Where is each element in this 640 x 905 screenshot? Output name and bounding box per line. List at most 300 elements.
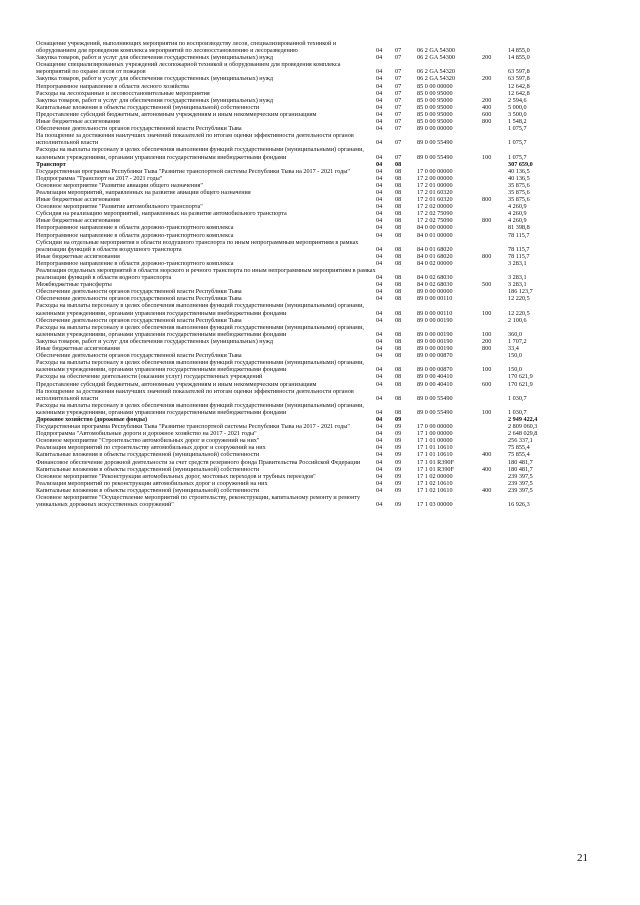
row-expense-type	[482, 352, 508, 359]
row-section: 04	[376, 394, 383, 402]
row-name: Транспорт	[36, 160, 66, 168]
row-subsection: 09	[395, 486, 402, 494]
row-subsection: 08	[395, 288, 402, 296]
row-expense-type: 800	[482, 196, 492, 204]
table-row	[36, 182, 566, 189]
table-row	[36, 267, 566, 281]
row-amount: 78 115,7	[508, 252, 530, 260]
row-name: Реализация мероприятий по строительству автомобильных дорог и сооружений на них	[36, 444, 266, 452]
budget-table	[36, 40, 566, 508]
row-name: Подпрограмма "Транспорт на 2017 - 2021 годы"	[36, 174, 163, 182]
row-section: 04	[376, 415, 383, 423]
row-target-code: 85 0 00 95000	[417, 96, 453, 104]
row-amount: 239 397,5	[508, 472, 533, 480]
row-section: 04	[376, 430, 383, 438]
row-section: 04	[376, 68, 383, 76]
row-section: 04	[376, 75, 383, 83]
row-amount: 75 855,4	[508, 451, 530, 459]
table-row	[36, 416, 566, 423]
table-row	[36, 111, 566, 118]
row-expense-type	[482, 388, 508, 402]
table-row	[36, 203, 566, 210]
row-expense-type: 100	[482, 408, 492, 416]
row-section: 04	[376, 96, 383, 104]
row-section: 04	[376, 89, 383, 97]
row-section: 04	[376, 110, 383, 118]
row-target-code: 17 2 01 00000	[417, 181, 453, 189]
row-section: 04	[376, 316, 383, 324]
table-row	[36, 381, 566, 388]
row-subsection: 09	[395, 451, 402, 459]
row-subsection: 09	[395, 465, 402, 473]
row-subsection: 09	[395, 458, 402, 466]
row-name: Основное мероприятие "Развитие автомобильного транспорта"	[36, 203, 203, 211]
row-name: Реализация мероприятий, направленных на развитие авиации общего назначения	[36, 188, 251, 196]
row-expense-type: 500	[482, 281, 492, 289]
row-amount: 75 855,4	[508, 444, 530, 452]
row-expense-type	[482, 423, 508, 430]
row-subsection: 08	[395, 188, 402, 196]
row-expense-type	[482, 83, 508, 90]
row-target-code: 85 0 00 95000	[417, 110, 453, 118]
row-subsection: 07	[395, 125, 402, 133]
row-expense-type: 400	[482, 451, 492, 459]
row-target-code: 17 1 02 10610	[417, 486, 453, 494]
row-target-code: 17 0 00 00000	[417, 423, 453, 431]
row-expense-type: 600	[482, 110, 492, 118]
row-section: 04	[376, 217, 383, 225]
budget-table-body	[36, 40, 566, 508]
row-amount: 2 100,6	[508, 316, 527, 324]
row-name: На поощрение за достижения наилучших значений показателей по итогам оценки эффективности деятельности органов исполнительной власти	[36, 132, 354, 147]
row-target-code: 17 2 02 75090	[417, 210, 453, 218]
row-subsection: 08	[395, 181, 402, 189]
row-section: 04	[376, 231, 383, 239]
row-name: Иные бюджетные ассигнования	[36, 345, 120, 353]
row-expense-type: 200	[482, 337, 492, 345]
row-subsection: 08	[395, 394, 402, 402]
row-amount: 12 642,8	[508, 89, 530, 97]
row-target-code: 89 0 00 00190	[417, 330, 453, 338]
row-expense-type: 400	[482, 486, 492, 494]
table-row	[36, 90, 566, 97]
table-row	[36, 345, 566, 352]
row-target-code: 89 0 00 55490	[417, 408, 453, 416]
row-name: Основное мероприятие "Строительство автомобильных дорог и сооружений на них"	[36, 437, 260, 445]
row-amount: 14 855,0	[508, 54, 530, 62]
row-subsection: 08	[395, 167, 402, 175]
row-target-code: 89 0 00 00870	[417, 366, 453, 374]
row-target-code: 17 1 02 00000	[417, 472, 453, 480]
row-amount: 186 123,7	[508, 288, 533, 296]
row-expense-type: 600	[482, 380, 492, 388]
row-subsection: 08	[395, 252, 402, 260]
row-amount: 12 220,5	[508, 309, 530, 317]
row-expense-type: 100	[482, 330, 492, 338]
row-amount: 12 220,5	[508, 295, 530, 303]
row-expense-type	[482, 90, 508, 97]
row-target-code: 85 0 00 95000	[417, 103, 453, 111]
row-expense-type: 800	[482, 252, 492, 260]
row-subsection: 08	[395, 345, 402, 353]
row-expense-type	[482, 182, 508, 189]
row-amount: 40 136,5	[508, 167, 530, 175]
table-row	[36, 480, 566, 487]
row-target-code: 89 0 00 00190	[417, 345, 453, 353]
row-subsection: 08	[395, 309, 402, 317]
row-amount: 4 260,9	[508, 210, 527, 218]
row-name: Расходы на выплаты персоналу в целях обеспечения выполнения функций государственными (муниципальными) органами, казенными учреждениями, органами управления государственными внебюджетными фондами	[36, 401, 364, 416]
row-name: Обеспечение деятельности органов государственной власти Республики Тыва	[36, 288, 242, 296]
row-subsection: 08	[395, 196, 402, 204]
row-name: Иные бюджетные ассигнования	[36, 118, 120, 126]
row-amount: 1 075,7	[508, 125, 527, 133]
row-name: Расходы на выплаты персоналу в целях обеспечения выполнения функций государственными (муниципальными) органами, казенными учреждениями, органами управления государственными внебюджетными фондами	[36, 359, 364, 374]
row-name: Иные бюджетные ассигнования	[36, 217, 120, 225]
row-section: 04	[376, 345, 383, 353]
row-name: Предоставление субсидий бюджетным, автономным учреждениям и иным некоммерческим организациям	[36, 110, 317, 118]
table-row	[36, 104, 566, 111]
row-expense-type	[482, 61, 508, 75]
row-target-code: 85 0 00 95000	[417, 118, 453, 126]
row-subsection: 08	[395, 231, 402, 239]
row-target-code: 17 2 01 60320	[417, 196, 453, 204]
row-section: 04	[376, 373, 383, 381]
row-amount: 307 659,0	[508, 160, 533, 168]
row-amount: 170 621,9	[508, 373, 533, 381]
row-subsection: 08	[395, 259, 402, 267]
row-target-code: 89 0 00 00000	[417, 288, 453, 296]
row-expense-type: 400	[482, 465, 492, 473]
row-subsection: 08	[395, 174, 402, 182]
row-amount: 1 548,2	[508, 118, 527, 126]
row-target-code: 84 0 01 00000	[417, 231, 453, 239]
row-target-code: 89 0 00 00000	[417, 125, 453, 133]
row-amount: 16 926,3	[508, 501, 530, 509]
row-section: 04	[376, 196, 383, 204]
row-section: 04	[376, 210, 383, 218]
row-target-code: 17 1 01 R390F	[417, 458, 454, 466]
row-section: 04	[376, 408, 383, 416]
row-subsection: 08	[395, 217, 402, 225]
row-name: Предоставление субсидий бюджетным, автономным учреждениям и иным некоммерческим организациям	[36, 380, 317, 388]
row-expense-type	[482, 232, 508, 239]
row-subsection: 08	[395, 281, 402, 289]
row-name: Закупка товаров, работ и услуг для обеспечения государственных (муниципальных) нужд	[36, 96, 274, 104]
table-row	[36, 61, 566, 75]
row-expense-type: 400	[482, 103, 492, 111]
row-amount: 40 136,5	[508, 174, 530, 182]
row-section: 04	[376, 245, 383, 253]
row-expense-type: 800	[482, 345, 492, 353]
row-amount: 35 875,6	[508, 181, 530, 189]
row-section: 04	[376, 501, 383, 509]
row-name: Реализация отдельных мероприятий в области морского и речного транспорта по иным непрограммным мероприятиям в рамках реализации функций в области водного транспорта	[36, 267, 376, 282]
row-amount: 3 283,1	[508, 274, 527, 282]
table-row	[36, 196, 566, 203]
table-row	[36, 40, 566, 54]
row-target-code: 89 0 00 00190	[417, 337, 453, 345]
row-target-code: 89 0 00 00110	[417, 309, 453, 317]
row-target-code: 17 1 03 00000	[417, 501, 453, 509]
row-subsection: 07	[395, 47, 402, 55]
table-row	[36, 352, 566, 359]
row-amount: 1 707,2	[508, 337, 527, 345]
row-target-code: 06 2 GA 54300	[417, 54, 455, 62]
table-row	[36, 338, 566, 345]
row-expense-type: 200	[482, 75, 492, 83]
table-row	[36, 118, 566, 125]
table-row	[36, 125, 566, 132]
row-name: Обеспечение деятельности органов государственной власти Республики Тыва	[36, 295, 242, 303]
row-target-code: 89 0 00 00190	[417, 316, 453, 324]
row-expense-type	[482, 430, 508, 437]
table-row	[36, 430, 566, 437]
row-section: 04	[376, 160, 383, 168]
row-expense-type	[482, 267, 508, 281]
row-section: 04	[376, 444, 383, 452]
row-subsection: 07	[395, 89, 402, 97]
row-name: Основное мероприятие "Развитие авиации общего назначения"	[36, 181, 203, 189]
row-name: Непрограммное направление в области дорожно-транспортного комплекса	[36, 259, 234, 267]
row-expense-type	[482, 132, 508, 146]
row-expense-type	[482, 437, 508, 444]
row-section: 04	[376, 309, 383, 317]
row-section: 04	[376, 167, 383, 175]
row-expense-type	[482, 288, 508, 295]
row-name: Расходы на выплаты персоналу в целях обеспечения выполнения функций государственными (муниципальными) органами, казенными учреждениями, органами управления государственными внебюджетными фондами	[36, 302, 364, 317]
row-target-code: 84 0 02 00000	[417, 259, 453, 267]
row-expense-type	[482, 480, 508, 487]
table-row	[36, 437, 566, 444]
row-name: Субсидия на реализацию мероприятий, направленных на развитие автомобильного транспорта	[36, 210, 287, 218]
row-expense-type: 100	[482, 366, 492, 374]
row-name: Подпрограмма "Автомобильные дороги и дорожное хозяйство на 2017 - 2021 годы"	[36, 430, 257, 438]
row-target-code: 17 1 01 10610	[417, 451, 453, 459]
row-target-code	[417, 161, 482, 168]
row-subsection: 07	[395, 75, 402, 83]
row-name: Расходы на выплаты персоналу в целях обеспечения выполнения функций государственными (муниципальными) органами, казенными учреждениями, органами управления государственными внебюджетными фондами	[36, 146, 364, 161]
row-amount: 33,4	[508, 345, 519, 353]
row-name: На поощрение за достижения наилучших значений показателей по итогам оценки эффективности деятельности органов исполнительной власти	[36, 387, 354, 402]
row-subsection: 09	[395, 472, 402, 480]
row-subsection: 08	[395, 366, 402, 374]
row-name: Капитальные вложения в объекты государственной (муниципальной) собственности	[36, 451, 260, 459]
row-target-code: 17 2 02 00000	[417, 203, 453, 211]
row-amount: 63 597,8	[508, 75, 530, 83]
row-section: 04	[376, 366, 383, 374]
row-target-code: 17 2 00 00000	[417, 174, 453, 182]
row-section: 04	[376, 486, 383, 494]
row-name: Обеспечение деятельности органов государственной власти Республики Тыва	[36, 316, 242, 324]
row-target-code: 17 2 02 75090	[417, 217, 453, 225]
row-section: 04	[376, 252, 383, 260]
row-amount: 1 030,7	[508, 394, 527, 402]
row-subsection: 08	[395, 380, 402, 388]
row-section: 04	[376, 295, 383, 303]
row-name: Основное мероприятие "Осуществление мероприятий по строительству, реконструкции, капитальному ремонту и ремонту уникальных дорожных искусственных сооружений"	[36, 494, 361, 509]
row-subsection: 08	[395, 210, 402, 218]
row-amount: 256 337,1	[508, 437, 533, 445]
row-expense-type	[482, 459, 508, 466]
row-section: 04	[376, 451, 383, 459]
row-name: Капитальные вложения в объекты государственной (муниципальной) собственности	[36, 486, 260, 494]
row-amount: 360,0	[508, 330, 522, 338]
row-section: 04	[376, 330, 383, 338]
row-target-code: 06 2 GA 54320	[417, 75, 455, 83]
row-subsection: 07	[395, 153, 402, 161]
table-row	[36, 466, 566, 473]
row-name: Закупка товаров, работ и услуг для обеспечения государственных (муниципальных) нужд	[36, 337, 274, 345]
row-subsection: 08	[395, 330, 402, 338]
table-row	[36, 260, 566, 267]
page-number: 21	[577, 852, 588, 864]
row-target-code: 89 0 00 00870	[417, 352, 453, 360]
row-name: Обеспечение деятельности органов государственной власти Республики Тыва	[36, 125, 242, 133]
row-subsection: 09	[395, 479, 402, 487]
row-section: 04	[376, 153, 383, 161]
row-target-code: 84 0 00 00000	[417, 224, 453, 232]
table-row	[36, 444, 566, 451]
table-row	[36, 146, 566, 160]
row-target-code	[417, 416, 482, 423]
table-row	[36, 487, 566, 494]
row-amount: 2 648 029,8	[508, 430, 538, 438]
row-subsection: 09	[395, 501, 402, 509]
row-amount: 63 597,8	[508, 68, 530, 76]
row-section: 04	[376, 174, 383, 182]
table-row	[36, 373, 566, 380]
table-row	[36, 168, 566, 175]
row-subsection: 09	[395, 423, 402, 431]
row-amount: 5 000,0	[508, 103, 527, 111]
row-name: Непрограммное направление в области лесного хозяйства	[36, 82, 189, 90]
row-subsection: 09	[395, 415, 402, 423]
table-row	[36, 288, 566, 295]
row-target-code: 85 0 00 00000	[417, 82, 453, 90]
row-target-code: 89 0 00 00110	[417, 295, 453, 303]
row-section: 04	[376, 125, 383, 133]
row-amount: 78 115,7	[508, 245, 530, 253]
row-expense-type	[482, 444, 508, 451]
table-row	[36, 83, 566, 90]
table-row	[36, 324, 566, 338]
row-amount: 35 875,6	[508, 188, 530, 196]
row-subsection: 09	[395, 430, 402, 438]
row-amount: 180 481,7	[508, 458, 533, 466]
row-expense-type	[482, 224, 508, 231]
row-name: Реализация мероприятий по реконструкции автомобильных дорог и сооружений на них	[36, 479, 268, 487]
row-target-code: 89 0 00 40410	[417, 380, 453, 388]
row-target-code: 17 2 01 60320	[417, 188, 453, 196]
row-name: Капитальные вложения в объекты государственной (муниципальной) собственности	[36, 465, 260, 473]
row-name: Обеспечение деятельности органов государственной власти Республики Тыва	[36, 352, 242, 360]
row-target-code: 84 0 01 68020	[417, 252, 453, 260]
row-name: Дорожное хозяйство (дорожные фонды)	[36, 415, 148, 423]
row-name: Закупка товаров, работ и услуг для обеспечения государственных (муниципальных) нужд	[36, 75, 274, 83]
row-subsection: 07	[395, 96, 402, 104]
table-row	[36, 239, 566, 253]
row-target-code: 84 0 01 68020	[417, 245, 453, 253]
row-amount: 35 875,6	[508, 196, 530, 204]
table-row	[36, 423, 566, 430]
row-expense-type	[482, 40, 508, 54]
table-row	[36, 295, 566, 302]
row-target-code: 84 0 02 68030	[417, 281, 453, 289]
row-subsection: 08	[395, 245, 402, 253]
row-section: 04	[376, 203, 383, 211]
row-subsection: 09	[395, 437, 402, 445]
row-amount: 3 283,1	[508, 259, 527, 267]
row-expense-type	[482, 168, 508, 175]
table-row	[36, 253, 566, 260]
row-name: Расходы на выплаты персоналу в целях обеспечения выполнения функций государственными (муниципальными) органами, казенными учреждениями, органами управления государственными внебюджетными фондами	[36, 323, 364, 338]
row-amount: 170 621,9	[508, 380, 533, 388]
row-target-code: 06 2 GA 54300	[417, 47, 455, 55]
row-section: 04	[376, 188, 383, 196]
row-expense-type	[482, 125, 508, 132]
row-target-code: 17 1 01 10610	[417, 444, 453, 452]
table-row	[36, 402, 566, 416]
row-amount: 3 500,0	[508, 110, 527, 118]
row-section: 04	[376, 472, 383, 480]
row-section: 04	[376, 224, 383, 232]
row-name: Капитальные вложения в объекты государственной (муниципальной) собственности	[36, 103, 260, 111]
row-target-code: 17 0 00 00000	[417, 167, 453, 175]
row-subsection: 08	[395, 352, 402, 360]
row-name: Государственная программа Республики Тыва "Развитие транспортной системы Республики Тыва на 2017 - 2021 годы"	[36, 423, 350, 431]
row-subsection: 08	[395, 337, 402, 345]
row-subsection: 07	[395, 139, 402, 147]
row-section: 04	[376, 274, 383, 282]
row-name: Непрограммное направление в области дорожно-транспортного комплекса	[36, 224, 234, 232]
row-amount: 239 397,5	[508, 486, 533, 494]
row-target-code: 17 1 00 00000	[417, 430, 453, 438]
row-subsection: 08	[395, 373, 402, 381]
table-row	[36, 459, 566, 466]
row-section: 04	[376, 423, 383, 431]
row-section: 04	[376, 54, 383, 62]
row-amount: 4 260,9	[508, 217, 527, 225]
row-target-code: 89 0 00 55490	[417, 153, 453, 161]
row-section: 04	[376, 259, 383, 267]
row-section: 04	[376, 288, 383, 296]
table-row	[36, 317, 566, 324]
row-section: 04	[376, 82, 383, 90]
row-subsection: 08	[395, 224, 402, 232]
table-row	[36, 451, 566, 458]
row-subsection: 07	[395, 68, 402, 76]
table-row	[36, 161, 566, 168]
row-name: Расходы на обеспечение деятельности (оказания услуг) государственных учреждений	[36, 373, 263, 381]
table-row	[36, 302, 566, 316]
row-amount: 150,0	[508, 366, 522, 374]
row-section: 04	[376, 103, 383, 111]
row-section: 04	[376, 281, 383, 289]
table-row	[36, 281, 566, 288]
row-name: Оснащение учреждений, выполняющих мероприятия по воспроизводству лесов, специализированной техникой и оборудованием для проведения комплекса мероприятий по лесовосстановлению и лесоразведению	[36, 40, 337, 55]
row-section: 04	[376, 380, 383, 388]
row-subsection: 08	[395, 295, 402, 303]
row-name: Государственная программа Республики Тыва "Развитие транспортной системы Республики Тыва на 2017 - 2021 годы"	[36, 167, 350, 175]
row-subsection: 08	[395, 316, 402, 324]
row-expense-type: 200	[482, 96, 492, 104]
table-row	[36, 359, 566, 373]
row-name: Иные бюджетные ассигнования	[36, 252, 120, 260]
row-section: 04	[376, 352, 383, 360]
row-expense-type: 100	[482, 309, 492, 317]
row-amount: 1 075,7	[508, 153, 527, 161]
